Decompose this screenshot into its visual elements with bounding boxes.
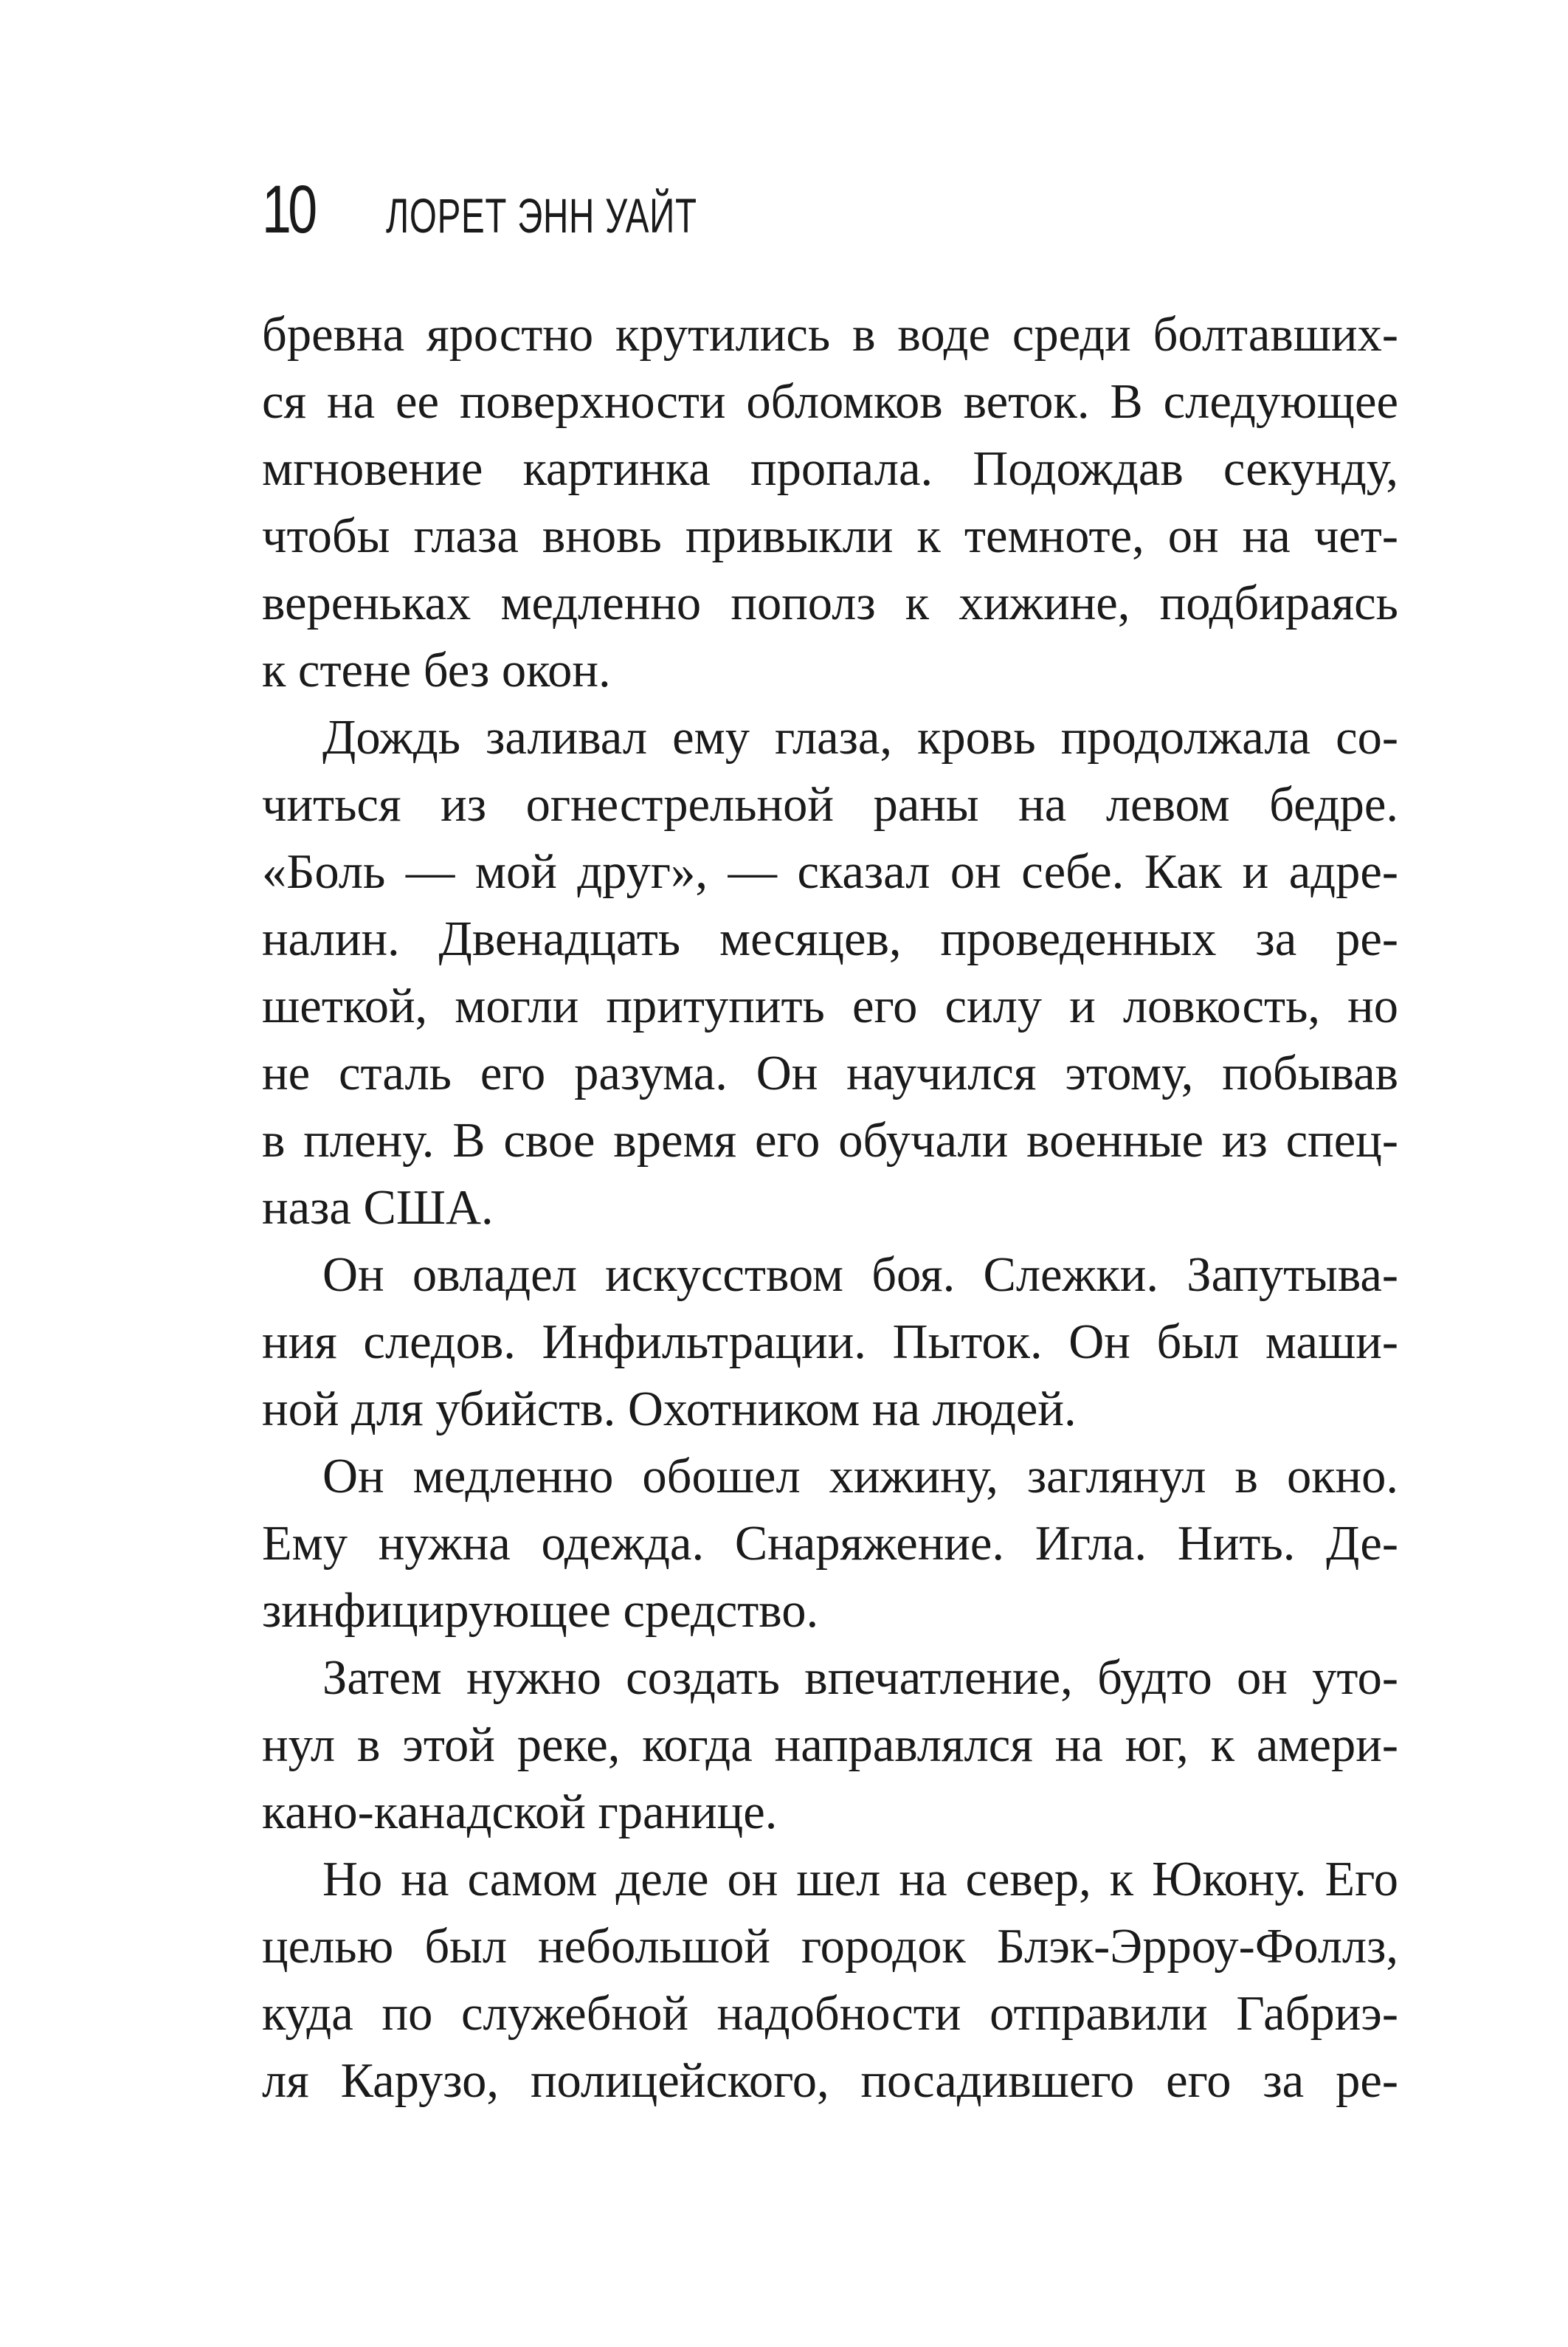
text-line: вереньках медленно пополз к хижине, подбираясь [262, 576, 1398, 630]
text-line: зинфицирующее средство. [262, 1584, 819, 1638]
text-line: Ему нужна одежда. Снаряжение. Игла. Нить. Де- [262, 1517, 1398, 1571]
text-line: к стене без окон. [262, 644, 611, 697]
body-text [262, 301, 1398, 2115]
text-line: чтобы глаза вновь привыкли к темноте, он на чет- [262, 509, 1398, 563]
text-line: мгновение картинка пропала. Подождав секунду, [262, 442, 1398, 496]
text-line: Он медленно обошел хижину, заглянул в окно. [322, 1450, 1398, 1503]
text-line: Но на самом деле он шел на север, к Юкону. Его [322, 1853, 1398, 1906]
text-line: читься из огнестрельной раны на левом бедре. [262, 778, 1398, 832]
text-line: налин. Двенадцать месяцев, проведенных за ре- [262, 912, 1398, 966]
text-line: кано-канадской границе. [262, 1785, 778, 1839]
text-line: Он овладел искусством боя. Слежки. Запутыва- [322, 1248, 1398, 1302]
page-number: 10 [262, 172, 314, 247]
text-line: целью был небольшой городок Блэк-Эрроу-Фоллз, [262, 1920, 1398, 1974]
text-line: ля Карузо, полицейского, посадившего его за ре- [262, 2054, 1398, 2108]
paragraph [262, 1644, 1398, 1846]
text-line: шеткой, могли притупить его силу и ловкость, но [262, 979, 1398, 1033]
paragraph [262, 1846, 1398, 2115]
text-line: в плену. В свое время его обучали военные из спец- [262, 1114, 1398, 1168]
paragraph [262, 704, 1398, 1241]
paragraph [262, 1443, 1398, 1644]
text-line: «Боль — мой друг», — сказал он себе. Как и адре- [262, 845, 1398, 899]
text-line: бревна яростно крутились в воде среди болтавших- [262, 308, 1398, 362]
text-line: нул в этой реке, когда направлялся на юг, к амери- [262, 1718, 1398, 1772]
paragraph [262, 1241, 1398, 1443]
text-line: Затем нужно создать впечатление, будто он уто- [322, 1651, 1398, 1705]
paragraph [262, 301, 1398, 704]
running-header [262, 171, 818, 252]
text-line: не сталь его разума. Он научился этому, побывав [262, 1047, 1398, 1100]
text-line: наза США. [262, 1181, 494, 1235]
text-line: ся на ее поверхности обломков веток. В следующее [262, 375, 1398, 429]
text-line: куда по служебной надобности отправили Габриэ- [262, 1987, 1398, 2041]
text-line: ной для убийств. Охотником на людей. [262, 1382, 1077, 1436]
book-title-header: ЛОРЕТ ЭНН УАЙТ [386, 188, 697, 243]
text-line: Дождь заливал ему глаза, кровь продолжала со- [322, 711, 1398, 765]
text-line: ния следов. Инфильтрации. Пыток. Он был маши- [262, 1315, 1398, 1369]
